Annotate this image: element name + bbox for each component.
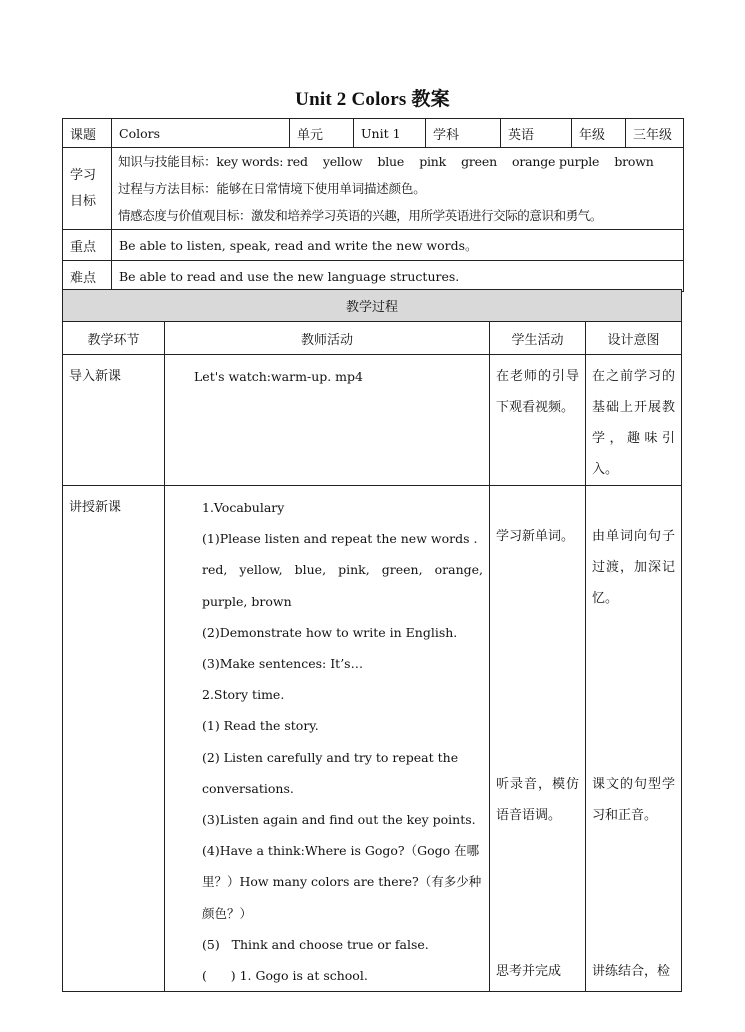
intent-1: 由单词向句子过渡，加深记忆。 (592, 529, 676, 606)
student-activity-2: 听录音，模仿语音语调。 (496, 777, 579, 823)
difficult-point-label: 难点 (63, 261, 112, 292)
stage-intro (63, 355, 165, 486)
stage-new-lesson-text: 讲授新课 (69, 500, 122, 515)
student-activity-1: 学习新单词。 (496, 529, 575, 544)
goal-attitude: 情感态度与价值观目标：激发和培养学习英语的兴趣，用所学英语进行交际的意识和勇气。 (118, 208, 603, 223)
key-point-value: Be able to listen, speak, read and write the new words。 (112, 230, 684, 261)
unit-label: 单元 (290, 119, 354, 148)
story-step-5: (5) Think and choose true or false. (202, 936, 429, 952)
stage-intro-text: 导入新课 (69, 369, 122, 384)
goal-process: 过程与方法目标：能够在日常情境下使用单词描述颜色。 (118, 181, 426, 196)
unit-value: Unit 1 (354, 119, 426, 148)
teacher-intro (165, 355, 490, 486)
story-step-2: (2) Listen carefully and try to repeat the conversations. (202, 749, 459, 796)
header-stage: 教学环节 (63, 322, 165, 355)
goal-knowledge: 知识与技能目标：key words: red yellow blue pink green orange purple brown (118, 154, 654, 169)
goals-cell (112, 148, 684, 230)
lesson-info-table (62, 118, 684, 292)
vocab-step-1: (1)Please listen and repeat the new words . (202, 531, 478, 547)
header-student-activity: 学生活动 (490, 322, 586, 355)
story-heading: 2.Story time. (202, 687, 285, 703)
story-step-3: (3)Listen again and find out the key points. (202, 812, 476, 828)
vocab-heading: 1.Vocabulary (202, 500, 285, 515)
teacher-intro-text: Let's watch:warm-up. mp4 (194, 369, 363, 384)
student-new-lesson (490, 486, 586, 992)
process-section-title: 教学过程 (63, 290, 682, 322)
grade-value: 三年级 (626, 119, 684, 148)
intent-2: 课文的句型学习和正音。 (592, 777, 676, 823)
goals-label (63, 148, 112, 230)
subject-label: 学科 (426, 119, 501, 148)
intent-3: 讲练结合，检 (592, 964, 671, 979)
true-false-item-1: ( ) 1. Gogo is at school. (202, 968, 368, 984)
grade-label: 年级 (572, 119, 626, 148)
story-step-1: (1) Read the story. (202, 718, 319, 734)
teaching-process-table (62, 289, 682, 992)
goals-label-line-1: 学习 (70, 167, 97, 183)
vocab-step-3: (3)Make sentences: It’s… (202, 656, 364, 672)
vocab-word-list: red, yellow, blue, pink, green, orange, purple, brown (202, 562, 483, 609)
student-activity-3: 思考并完成 (496, 964, 562, 979)
intent-intro-text: 在之前学习的基础上开展教学，趣味引入。 (592, 369, 676, 477)
subject-value: 英语 (501, 119, 572, 148)
topic-value: Colors (112, 119, 290, 148)
intent-intro (586, 355, 682, 486)
student-intro-text: 在老师的引导下观看视频。 (496, 369, 579, 415)
header-design-intent: 设计意图 (586, 322, 682, 355)
story-step-4: (4)Have a think:Where is Gogo?（Gogo 在哪里？）How many colors are there?（有多少种颜色？） (202, 843, 482, 921)
intent-new-lesson (586, 486, 682, 992)
stage-new-lesson (63, 486, 165, 992)
page-title: Unit 2 Colors 教案 (295, 89, 450, 110)
topic-label: 课题 (63, 119, 112, 148)
vocab-step-2: (2)Demonstrate how to write in English. (202, 624, 458, 640)
student-intro (490, 355, 586, 486)
difficult-point-value: Be able to read and use the new language structures. (112, 261, 684, 292)
teacher-new-lesson (165, 486, 490, 992)
key-point-label: 重点 (63, 230, 112, 261)
header-teacher-activity: 教师活动 (165, 322, 490, 355)
goals-label-line-2: 目标 (70, 193, 97, 209)
